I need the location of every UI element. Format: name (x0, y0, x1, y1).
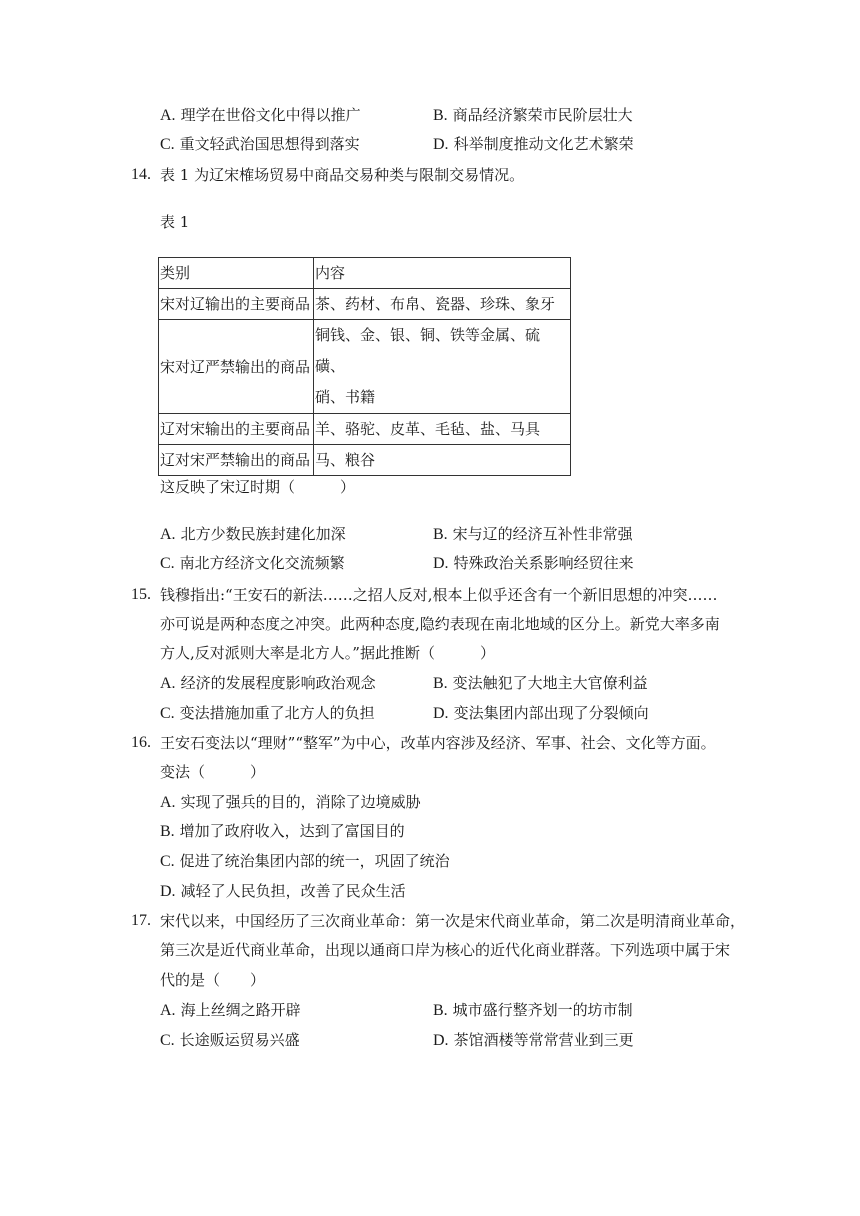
q17-option-c: C. 长途贩运贸易兴盛 (160, 1031, 300, 1049)
table-cell: 羊、骆驼、皮革、毛毡、盐、马具 (314, 414, 571, 445)
table-row (159, 445, 571, 476)
q17-line: 宋代以来，中国经历了三次商业革命：第一次是宋代商业革命，第二次是明清商业革命， (160, 912, 746, 930)
table-row (159, 289, 571, 320)
trade-table (158, 257, 571, 476)
q15-option-c: C. 变法措施加重了北方人的负担 (160, 704, 375, 722)
q14-question: 这反映了宋辽时期（ ） (160, 478, 356, 496)
table-cell: 辽对宋严禁输出的商品 (159, 445, 314, 476)
q16-line: 王安石变法以“理财”“整军”为中心，改革内容涉及经济、军事、社会、文化等方面。 (160, 734, 716, 752)
table-cell: 马、粮谷 (314, 445, 571, 476)
q13-option-d: D. 科举制度推动文化艺术繁荣 (433, 135, 634, 153)
q13-option-c: C. 重文轻武治国思想得到落实 (160, 135, 360, 153)
q13-option-b: B. 商品经济繁荣市民阶层壮大 (433, 106, 633, 124)
table-cell-line: 铜钱、金、银、铜、铁等金属、硫磺、 (315, 326, 541, 375)
q16-line: 变法（ ） (160, 763, 266, 781)
q16-option-a: A. 实现了强兵的目的，消除了边境威胁 (160, 793, 421, 811)
table-cell (314, 320, 571, 414)
q17-option-a: A. 海上丝绸之路开辟 (160, 1001, 301, 1019)
q14-stem: 表 1 为辽宋榷场贸易中商品交易种类与限制交易情况。 (160, 166, 525, 184)
table-row (159, 414, 571, 445)
q16-option-d: D. 减轻了人民负担，改善了民众生活 (160, 882, 406, 900)
q14-option-a: A. 北方少数民族封建化加深 (160, 525, 346, 543)
q14-option-c: C. 南北方经济文化交流频繁 (160, 554, 345, 572)
q14-number: 14. (131, 166, 151, 183)
table-cell: 宋对辽严禁输出的商品 (159, 320, 314, 414)
q15-line: 亦可说是两种态度之冲突。此两种态度,隐约表现在南北地域的区分上。新党大率多南 (160, 615, 720, 633)
table-cell: 宋对辽输出的主要商品 (159, 289, 314, 320)
q15-line: 方人,反对派则大率是北方人。”据此推断（ ） (160, 644, 495, 662)
q17-line: 第三次是近代商业革命，出现以通商口岸为核心的近代化商业群落。下列选项中属于宋 (160, 941, 731, 959)
table-row (159, 320, 571, 414)
q16-number: 16. (131, 734, 151, 751)
q15-number: 15. (131, 586, 151, 603)
q14-option-b: B. 宋与辽的经济互补性非常强 (433, 525, 633, 543)
q17-number: 17. (131, 912, 151, 929)
q15-option-a: A. 经济的发展程度影响政治观念 (160, 674, 376, 692)
q17-line: 代的是（ ） (160, 971, 266, 989)
q13-option-a: A. 理学在世俗文化中得以推广 (160, 106, 361, 124)
q15-option-b: B. 变法触犯了大地主大官僚利益 (433, 674, 648, 692)
table-cell: 辽对宋输出的主要商品 (159, 414, 314, 445)
q16-option-c: C. 促进了统治集团内部的统一，巩固了统治 (160, 852, 450, 870)
q17-option-b: B. 城市盛行整齐划一的坊市制 (433, 1001, 633, 1019)
header-content: 内容 (314, 258, 571, 289)
q15-option-d: D. 变法集团内部出现了分裂倾向 (433, 704, 649, 722)
q16-option-b: B. 增加了政府收入，达到了富国目的 (160, 822, 405, 840)
table-cell: 茶、药材、布帛、瓷器、珍珠、象牙 (314, 289, 571, 320)
q17-option-d: D. 茶馆酒楼等常常营业到三更 (433, 1031, 634, 1049)
q15-line: 钱穆指出:“王安石的新法……之招人反对,根本上似乎还含有一个新旧思想的冲突…… (160, 586, 718, 604)
header-category: 类别 (159, 258, 314, 289)
table-cell-line: 硝、书籍 (315, 388, 376, 406)
table-header-row (159, 258, 571, 289)
q14-option-d: D. 特殊政治关系影响经贸往来 (433, 554, 634, 572)
table-caption: 表 1 (160, 213, 190, 231)
